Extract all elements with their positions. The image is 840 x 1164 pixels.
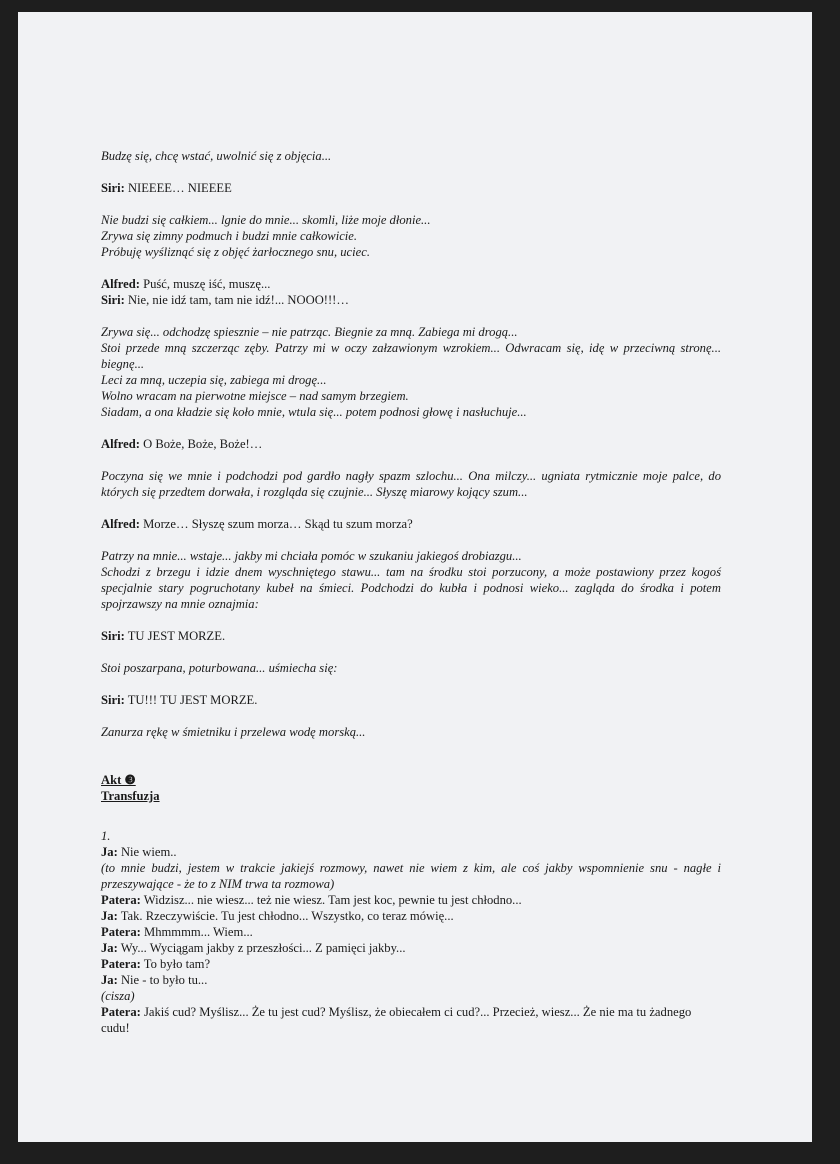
direction-line: Stoi przede mną szczerząc zęby. Patrzy mi w oczy załzawionym wzrokiem... Odwracam się, idę w przeciwną stronę... biegnę...	[101, 341, 721, 371]
line-text: Widzisz... nie wiesz... też nie wiesz. Tam jest koc, pewnie tu jest chłodno...	[140, 893, 522, 907]
speaker-name: Patera:	[101, 957, 141, 971]
speaker-name: Ja:	[101, 909, 118, 923]
direction-line: Nie budzi się całkiem... lgnie do mnie... skomli, liże moje dłonie...	[101, 213, 431, 227]
speaker-name: Alfred:	[101, 517, 140, 531]
speaker-name: Alfred:	[101, 277, 140, 291]
dialogue-line	[101, 692, 721, 708]
spacer	[101, 804, 721, 828]
dialogue-line	[101, 180, 721, 196]
direction-line: Zrywa się zimny podmuch i budzi mnie całkowicie.	[101, 229, 358, 243]
speaker-name: Siri:	[101, 293, 125, 307]
line-text: Wy... Wyciągam jakby z przeszłości... Z pamięci jakby...	[117, 941, 406, 955]
line-text: Nie, nie idź tam, tam nie idź!... NOOO!!!…	[124, 293, 349, 307]
stage-direction: Zanurza rękę w śmietniku i przelewa wodę morską...	[101, 725, 366, 739]
dialogue-line	[101, 292, 721, 308]
direction-line: Schodzi z brzegu i idzie dnem wyschniętego stawu... tam na środku stoi porzucony, a może postawiony przez kogoś specjalnie stary pogruchotany kubeł na śmieci. Podchodzi do kubła i podnosi wieko... zagląda do środka i potem spojrzawszy na mnie oznajmia:	[101, 565, 721, 611]
speaker-name: Alfred:	[101, 437, 140, 451]
dialogue-line	[101, 972, 721, 988]
dialogue-line	[101, 924, 721, 940]
dialogue-line	[101, 956, 721, 972]
scene-number: 1.	[101, 829, 111, 843]
line-text: TU!!! TU JEST MORZE.	[124, 693, 258, 707]
stage-direction	[101, 324, 721, 420]
direction-line: Leci za mną, uczepia się, zabiega mi drogę...	[101, 373, 327, 387]
speaker-name: Ja:	[101, 973, 118, 987]
document-text	[101, 148, 721, 1036]
speaker-name: Patera:	[101, 1005, 141, 1019]
line-text: To było tam?	[140, 957, 211, 971]
dialogue-line	[101, 908, 721, 924]
act-title: Akt ❸	[101, 773, 136, 787]
direction-line: Próbuję wyśliznąć się z objęć żarłocznego snu, uciec.	[101, 245, 370, 259]
spacer	[101, 740, 721, 772]
speaker-name: Siri:	[101, 693, 125, 707]
document-page	[18, 12, 812, 1142]
stage-direction	[101, 548, 721, 612]
speaker-name: Patera:	[101, 925, 141, 939]
speaker-name: Siri:	[101, 181, 125, 195]
line-text: TU JEST MORZE.	[124, 629, 226, 643]
stage-direction: Poczyna się we mnie i podchodzi pod gardło nagły spazm szlochu... Ona milczy... ugniata rytmicznie moje palce, do których się przedtem dorwała, i rozgląda się czujnie... Słyszę miarowy kojący szum...	[101, 469, 721, 499]
dialogue-line	[101, 892, 721, 908]
line-text: NIEEEE… NIEEEE	[124, 181, 232, 195]
scene-block	[101, 828, 721, 1036]
dialogue-line	[101, 844, 721, 860]
dialogue-line	[101, 940, 721, 956]
line-text: Nie - to było tu...	[117, 973, 208, 987]
stage-direction: Budzę się, chcę wstać, uwolnić się z objęcia...	[101, 149, 332, 163]
direction-line: Wolno wracam na pierwotne miejsce – nad samym brzegiem.	[101, 389, 409, 403]
act-subtitle: Transfuzja	[101, 789, 160, 803]
dialogue-line	[101, 1004, 721, 1036]
stage-direction	[101, 212, 721, 260]
speaker-name: Ja:	[101, 845, 118, 859]
line-text: Nie wiem..	[117, 845, 177, 859]
direction-line: Zrywa się... odchodzę spiesznie – nie patrząc. Biegnie za mną. Zabiega mi drogą...	[101, 325, 518, 339]
stage-direction: Stoi poszarpana, poturbowana... uśmiecha się:	[101, 661, 338, 675]
line-text: Morze… Słyszę szum morza… Skąd tu szum morza?	[139, 517, 413, 531]
line-text: O Boże, Boże, Boże!…	[139, 437, 263, 451]
stage-direction: (to mnie budzi, jestem w trakcie jakiejś rozmowy, nawet nie wiem z kim, ale coś jakby wspomnienie snu - nagłe i przeszywające - że to z NIM trwa ta rozmowa)	[101, 861, 721, 891]
direction-line: Siadam, a ona kładzie się koło mnie, wtula się... potem podnosi głowę i nasłuchuje...	[101, 405, 527, 419]
line-text: Mhmmmm... Wiem...	[140, 925, 253, 939]
line-text: Tak. Rzeczywiście. Tu jest chłodno... Wszystko, co teraz mówię...	[117, 909, 454, 923]
dialogue-line	[101, 276, 721, 292]
speaker-name: Siri:	[101, 629, 125, 643]
line-text: Jakiś cud? Myślisz... Że tu jest cud? Myślisz, że obiecałem ci cud?... Przecież, wiesz... Że nie ma tu żadnego cudu!	[101, 1005, 692, 1035]
dialogue-block	[101, 276, 721, 308]
direction-line: Patrzy na mnie... wstaje... jakby mi chciała pomóc w szukaniu jakiegoś drobiazgu...	[101, 549, 522, 563]
line-text: Puść, muszę iść, muszę...	[139, 277, 271, 291]
speaker-name: Ja:	[101, 941, 118, 955]
dialogue-line	[101, 516, 721, 532]
dialogue-line	[101, 628, 721, 644]
dialogue-line	[101, 436, 721, 452]
stage-direction: (cisza)	[101, 989, 135, 1003]
speaker-name: Patera:	[101, 893, 141, 907]
